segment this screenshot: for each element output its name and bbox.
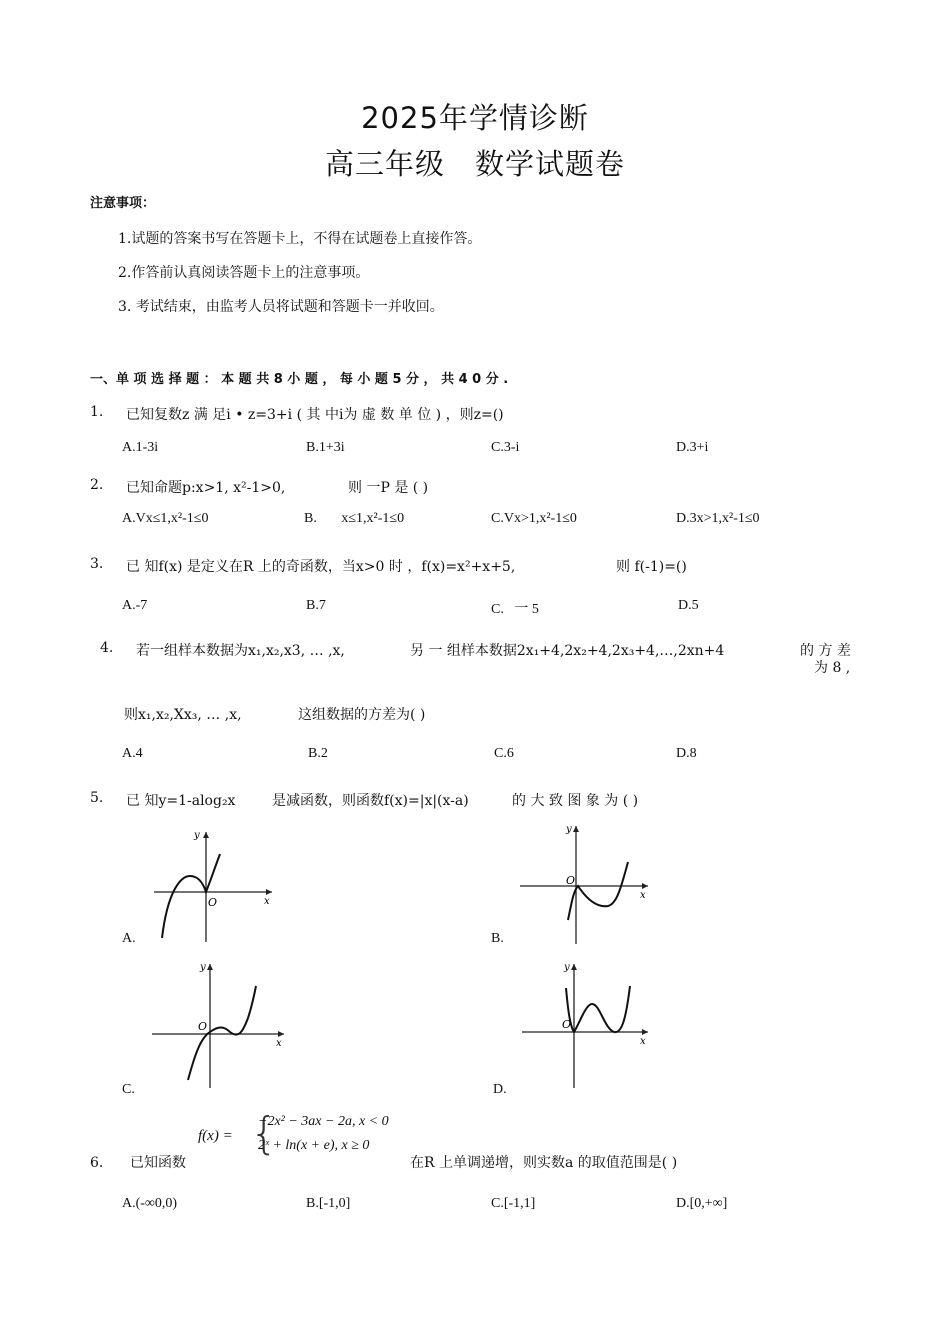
section-heading: 一、单 项 选 择 题 ： 本 题 共 8 小 题 ， 每 小 题 5 分 ， 共 4 0 分 .: [90, 372, 509, 387]
q6-stem-a: 已知函数: [130, 1155, 186, 1171]
q5-number: 5.: [90, 790, 104, 806]
q5-c-axis-x: x: [276, 1038, 282, 1049]
q6-number: 6．: [90, 1155, 113, 1171]
q6-option-d: D.[0,+∞]: [676, 1196, 728, 1211]
q2-option-a: A.Vx≤1,x²-1≤0: [122, 511, 209, 526]
q4-stem-c: 的 方 差: [800, 643, 851, 659]
q4-option-b: B.2: [308, 746, 328, 761]
q5-graph-d: [518, 958, 654, 1090]
q5-d-axis-y: y: [564, 962, 570, 973]
q5-a-axis-y: y: [194, 830, 200, 841]
q5-stem-a: 已 知y=1-alog₂x: [126, 793, 236, 809]
q1-option-a: A.1-3i: [122, 440, 159, 455]
q1-stem: 已知复数z 满 足i • z=3+i ( 其 中i为 虚 数 单 位 ) ，则z=(): [126, 407, 504, 423]
q5-a-axis-x: x: [264, 896, 270, 907]
q4-stem-d: 为 8 ,: [814, 660, 851, 676]
q4-stem-f: 这组数据的方差为( ): [298, 707, 426, 723]
q5-option-a: A.: [122, 931, 136, 946]
q5-stem-b: 是减函数，则函数f(x)=|x|(x-a): [272, 793, 469, 809]
q2-stem-a: 已知命题p:x>1, x²-1>0,: [126, 480, 286, 496]
q4-stem-e: 则x₁,x₂,Xx₃, … ,x,: [124, 707, 242, 723]
q4-option-c: C.6: [494, 746, 514, 761]
q6-stem-b: 在R 上单调递增，则实数a 的取值范围是( ): [410, 1155, 678, 1171]
q4-option-d: D.8: [676, 746, 697, 761]
q5-option-b: B.: [491, 931, 504, 946]
q6-fx: f(x) =: [198, 1128, 233, 1144]
q1-option-c: C.3-i: [491, 440, 520, 455]
q5-d-origin: O: [562, 1018, 572, 1031]
notice-item-3: 3. 考试结束，由监考人员将试题和答题卡一并收回。: [118, 299, 444, 315]
exam-title-line1: 2025年学情诊断: [361, 101, 589, 135]
q5-option-c: C.: [122, 1082, 135, 1097]
q6-piece1: −2x² − 3ax − 2a, x < 0: [258, 1114, 389, 1129]
q6-option-a: A.(-∞0,0): [122, 1196, 178, 1211]
q5-c-axis-y: y: [200, 962, 206, 973]
q3-option-b: B.7: [306, 598, 326, 613]
notice-item-2: 2.作答前认真阅读答题卡上的注意事项。: [118, 265, 370, 281]
q2-option-c: C.Vx>1,x²-1≤0: [491, 511, 577, 526]
q5-d-axis-x: x: [640, 1036, 646, 1047]
q3-stem-a: 已 知f(x) 是定义在R 上的奇函数，当x>0 时 ，f(x)=x²+x+5,: [126, 559, 516, 575]
q1-number: 1.: [90, 404, 104, 420]
q5-b-origin: O: [566, 874, 576, 887]
q6-piece2: 2ˣ + ln(x + e), x ≥ 0: [258, 1138, 370, 1153]
q4-option-a: A.4: [122, 746, 143, 761]
q5-option-d: D.: [493, 1082, 507, 1097]
q4-stem-a: 若一组样本数据为x₁,x₂,x3, … ,x,: [136, 643, 345, 659]
q5-c-origin: O: [198, 1020, 208, 1033]
q3-option-c: C. 一 5: [491, 602, 539, 617]
q6-option-b: B.[-1,0]: [306, 1196, 351, 1211]
q5-a-origin: O: [208, 896, 218, 909]
q4-stem-b: 另 一 组样本数据2x₁+4,2x₂+4,2x₃+4,…,2xn+4: [410, 643, 725, 659]
exam-title-line2: 高三年级 数学试题卷: [324, 147, 625, 181]
notice-heading: 注意事项：: [90, 196, 156, 211]
q2-option-b: B. x≤1,x²-1≤0: [304, 511, 405, 526]
q4-number: 4.: [100, 640, 114, 656]
notice-item-1: 1.试题的答案书写在答题卡上，不得在试题卷上直接作答。: [118, 231, 482, 247]
q1-option-d: D.3+i: [676, 440, 709, 455]
q3-option-d: D.5: [678, 598, 699, 613]
q2-stem-b: 则 一P 是 ( ): [348, 480, 429, 496]
q2-number: 2.: [90, 477, 104, 493]
q5-graph-a: [148, 826, 278, 946]
q3-stem-b: 则 f(-1)=(): [616, 559, 687, 575]
q6-option-c: C.[-1,1]: [491, 1196, 536, 1211]
q3-option-a: A.-7: [122, 598, 148, 613]
q6-brace: {: [250, 1108, 278, 1159]
q1-option-b: B.1+3i: [306, 440, 345, 455]
q5-b-axis-y: y: [566, 824, 572, 835]
q5-stem-c: 的 大 致 图 象 为 ( ): [512, 793, 639, 809]
q5-b-axis-x: x: [640, 890, 646, 901]
q2-option-d: D.3x>1,x²-1≤0: [676, 511, 760, 526]
q5-graph-b: [516, 820, 656, 946]
q5-graph-c: [148, 958, 288, 1090]
q3-number: 3.: [90, 556, 104, 572]
